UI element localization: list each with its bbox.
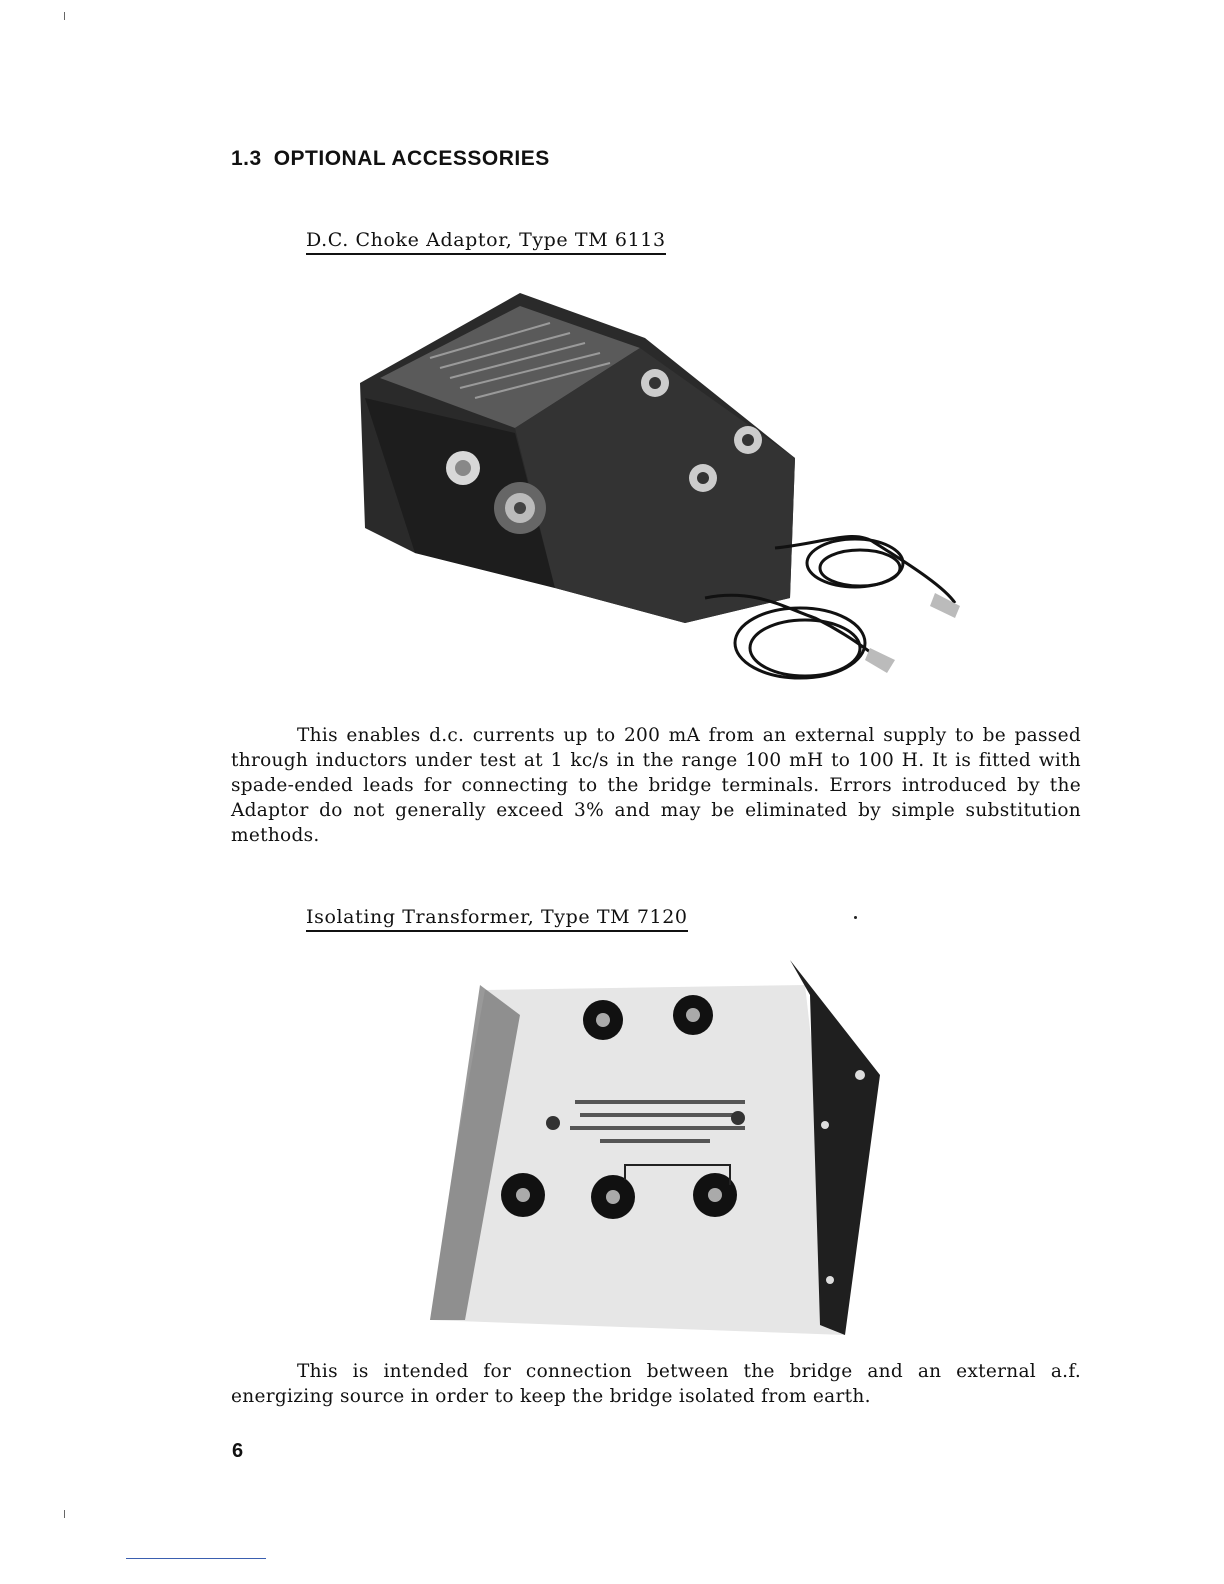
stray-dot [854, 916, 857, 919]
accessory-title-choke-adaptor: D.C. Choke Adaptor, Type TM 6113 [306, 229, 666, 255]
isolating-transformer-photo [425, 955, 895, 1345]
accessory-title-isolating-transformer: Isolating Transformer, Type TM 7120 [306, 906, 688, 932]
section-title: OPTIONAL ACCESSORIES [273, 147, 550, 170]
page-number: 6 [232, 1440, 244, 1462]
scan-mark [64, 1510, 65, 1518]
choke-adaptor-description [231, 723, 1081, 848]
scan-mark [64, 12, 65, 20]
footer-rule [126, 1558, 266, 1559]
choke-adaptor-photo [355, 288, 975, 698]
isolating-transformer-description-text: This is intended for connection between the bridge and an external a.f. energizing source in order to keep the bridge isolated from earth. [231, 1361, 1081, 1407]
choke-adaptor-description-text: This enables d.c. currents up to 200 mA from an external supply to be passed through inductors under test at 1 kc/s in the range 100 mH to 100 H. It is fitted with spade-ended leads for connecting to the bridge terminals. Errors introduced by the Adaptor do not generally exceed 3% and may be eliminated by simple substitution methods. [231, 725, 1081, 846]
section-heading [231, 147, 550, 171]
isolating-transformer-description [231, 1359, 1081, 1409]
section-number: 1.3 [231, 147, 262, 170]
